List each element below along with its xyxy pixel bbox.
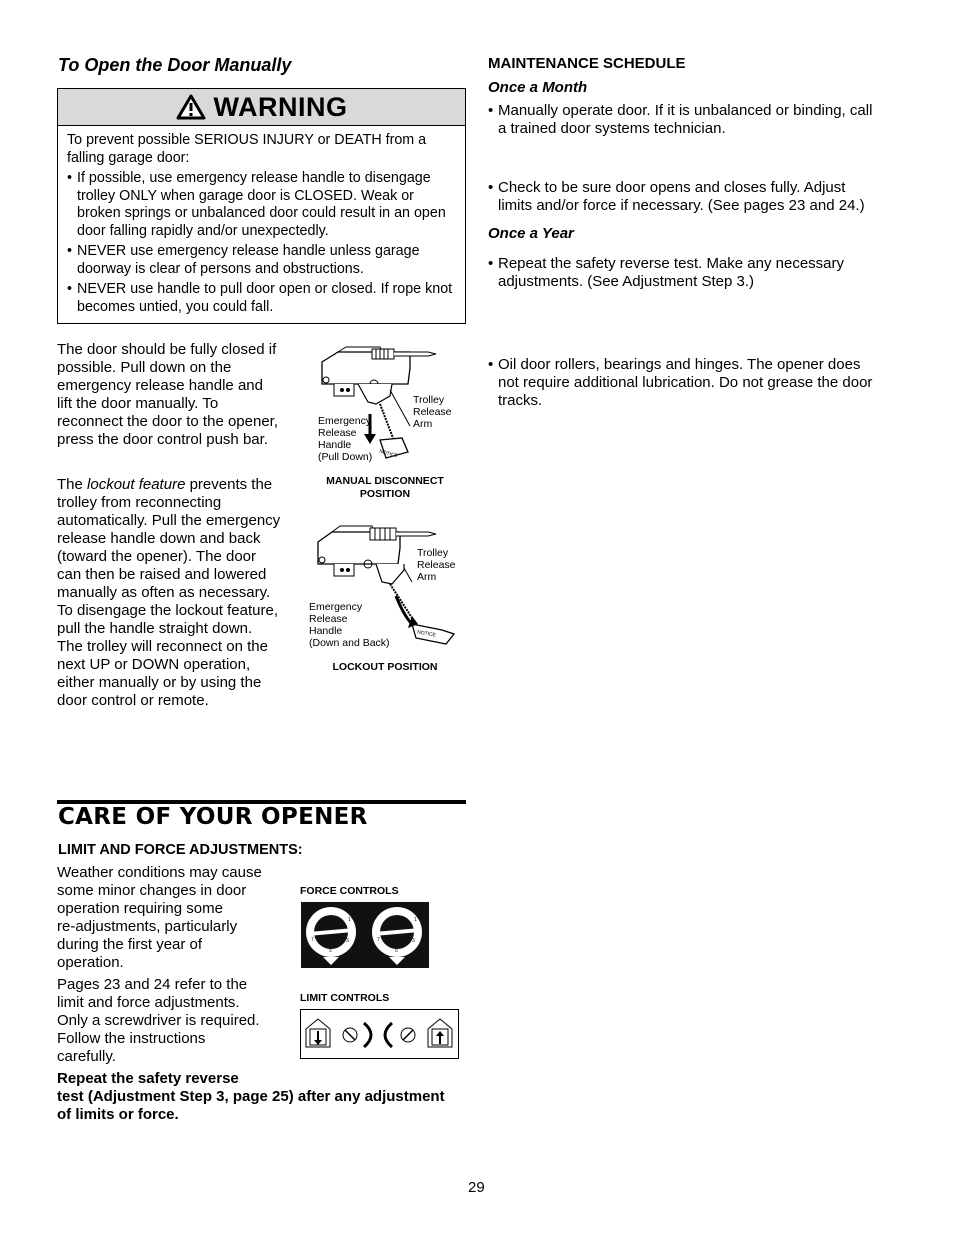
text-line: limit and force adjustments. bbox=[57, 994, 240, 1011]
svg-text:9: 9 bbox=[308, 915, 311, 921]
label-line: Release bbox=[417, 559, 456, 571]
text-line: during the first year of bbox=[57, 936, 203, 953]
text-line: limits and/or force if necessary. (See pages 23 and 24.) bbox=[498, 197, 865, 214]
text-line: automatically. Pull the emergency bbox=[57, 512, 281, 529]
text-line: tracks. bbox=[498, 392, 543, 409]
yearly-task-1 bbox=[488, 356, 918, 410]
svg-text:1: 1 bbox=[348, 917, 351, 923]
notice-tag: NOTICE bbox=[378, 448, 399, 460]
text-line: next UP or DOWN operation, bbox=[57, 656, 251, 673]
care-section-title: CARE OF YOUR OPENER bbox=[58, 804, 368, 830]
svg-text:7: 7 bbox=[311, 937, 314, 943]
text-line: carefully. bbox=[57, 1048, 116, 1065]
lockout-position-caption: LOCKOUT POSITION bbox=[332, 661, 438, 673]
text-line: Follow the instructions bbox=[57, 1030, 206, 1047]
label-line: Trolley bbox=[413, 394, 445, 406]
svg-text:3: 3 bbox=[412, 938, 415, 944]
label-line: Handle bbox=[318, 439, 352, 451]
text-line: release handle down and back bbox=[57, 530, 261, 547]
text-line: To disengage the lockout feature, bbox=[57, 602, 278, 619]
text-line: either manually or by using the bbox=[57, 674, 262, 691]
limit-controls-icon bbox=[300, 1009, 459, 1059]
manual-release-paragraph bbox=[57, 341, 302, 449]
label-line: Release bbox=[413, 406, 452, 418]
svg-text:3: 3 bbox=[346, 938, 349, 944]
label-line: (Pull Down) bbox=[318, 451, 373, 463]
text-line: possible. Pull down on the bbox=[57, 359, 232, 376]
text-line: adjustments. (See Adjustment Step 3.) bbox=[498, 273, 754, 290]
warning-header bbox=[58, 89, 465, 126]
text-line: operation requiring some bbox=[57, 900, 223, 917]
label-line: Handle bbox=[309, 625, 343, 637]
label-line: Trolley bbox=[417, 547, 449, 559]
text-line: re-adjustments, particularly bbox=[57, 918, 238, 935]
text-line: The trolley will reconnect on the bbox=[57, 638, 268, 655]
force-controls-label: FORCE CONTROLS bbox=[300, 885, 399, 897]
text-line: • Check to be sure door opens and closes fully. Adjust bbox=[498, 179, 846, 196]
label-line: Emergency bbox=[318, 415, 372, 427]
warning-box bbox=[57, 88, 466, 324]
warning-bullet: • NEVER use emergency release handle unless garage doorway is clear of persons and obstructions. bbox=[67, 243, 456, 278]
svg-text:5: 5 bbox=[395, 948, 398, 954]
warning-text bbox=[58, 126, 465, 316]
limit-controls-label: LIMIT CONTROLS bbox=[300, 992, 390, 1004]
text-line: • Repeat the safety reverse test. Make any necessary bbox=[498, 255, 845, 272]
once-a-month-heading: Once a Month bbox=[488, 79, 588, 96]
warning-bullet: • NEVER use handle to pull door open or closed. If rope knot becomes untied, you could fall. bbox=[67, 281, 456, 316]
once-a-year-heading: Once a Year bbox=[488, 225, 574, 242]
label-line: (Down and Back) bbox=[309, 637, 390, 649]
svg-text:5: 5 bbox=[329, 948, 332, 954]
lockout-paragraph bbox=[57, 476, 302, 710]
text-line: test (Adjustment Step 3, page 25) after any adjustment bbox=[57, 1088, 445, 1105]
text-line: emergency release handle and bbox=[57, 377, 263, 394]
text-line: (toward the opener). The door bbox=[57, 548, 257, 565]
text-line: The door should be fully closed if bbox=[57, 341, 277, 358]
svg-text:7: 7 bbox=[377, 937, 380, 943]
text-line: not require additional lubrication. Do not grease the door bbox=[498, 374, 873, 391]
emergency-release-handle-label bbox=[318, 415, 372, 463]
caption-line: MANUAL DISCONNECT bbox=[326, 475, 444, 487]
text-line: trolley from reconnecting bbox=[57, 494, 222, 511]
notice-tag: NOTICE bbox=[416, 629, 437, 639]
weather-paragraph bbox=[57, 864, 297, 972]
force-controls-dials-icon bbox=[301, 902, 429, 968]
trolley-release-arm-label bbox=[413, 394, 452, 430]
text-line: reconnect the door to the opener, bbox=[57, 413, 278, 430]
text-line: Only a screwdriver is required. bbox=[57, 1012, 260, 1029]
warning-heading: WARNING bbox=[213, 91, 348, 122]
text-line: of limits or force. bbox=[57, 1106, 179, 1123]
manual-disconnect-caption bbox=[305, 475, 465, 501]
monthly-task-2 bbox=[488, 179, 918, 215]
section-title-open-manually: To Open the Door Manually bbox=[58, 55, 292, 75]
label-line: Arm bbox=[417, 571, 437, 583]
warning-bullet: • If possible, use emergency release handle to disengage trolley ONLY when garage door is CLOSED. Weak or broken springs or unbalanced door could result in an open door falling rapidly and/or unexpectedly. bbox=[67, 170, 456, 240]
emergency-release-handle-label bbox=[309, 601, 390, 649]
text-line: lift the door manually. To bbox=[57, 395, 219, 412]
text-line: can then be raised and lowered bbox=[57, 566, 267, 583]
page-number: 29 bbox=[468, 1179, 485, 1196]
text-run: prevents the bbox=[185, 476, 273, 493]
text-line: pull the handle straight down. bbox=[57, 620, 253, 637]
text-line: press the door control push bar. bbox=[57, 431, 268, 448]
text-line: Repeat the safety reverse bbox=[57, 1070, 239, 1087]
warning-triangle-icon bbox=[176, 94, 206, 120]
text-line bbox=[57, 476, 302, 494]
label-line: Emergency bbox=[309, 601, 363, 613]
svg-text:1: 1 bbox=[414, 917, 417, 923]
safety-reverse-note bbox=[57, 1070, 467, 1124]
monthly-task-1 bbox=[488, 102, 918, 138]
text-line: some minor changes in door bbox=[57, 882, 247, 899]
svg-text:9: 9 bbox=[374, 915, 377, 921]
warning-intro: To prevent possible SERIOUS INJURY or DEATH from a falling garage door: bbox=[67, 132, 427, 166]
text-line: Weather conditions may cause bbox=[57, 864, 262, 881]
trolley-release-arm-label bbox=[417, 547, 456, 583]
text-line: a trained door systems technician. bbox=[498, 120, 726, 137]
label-line: Release bbox=[309, 613, 348, 625]
text-line: manually as often as necessary. bbox=[57, 584, 271, 601]
maintenance-schedule-heading: MAINTENANCE SCHEDULE bbox=[488, 55, 686, 72]
label-line: Release bbox=[318, 427, 357, 439]
label-line: Arm bbox=[413, 418, 433, 430]
text-line: • Manually operate door. If it is unbalanced or binding, call bbox=[498, 102, 873, 119]
text-line: Pages 23 and 24 refer to the bbox=[57, 976, 248, 993]
limit-force-subheading: LIMIT AND FORCE ADJUSTMENTS: bbox=[58, 842, 303, 858]
text-line: door control or remote. bbox=[57, 692, 209, 709]
text-line: operation. bbox=[57, 954, 124, 971]
text-line: • Oil door rollers, bearings and hinges. The opener does bbox=[498, 356, 861, 373]
monthly-task-3 bbox=[488, 255, 918, 291]
pages-reference-paragraph bbox=[57, 976, 297, 1066]
text-run: The bbox=[57, 476, 88, 493]
lockout-feature-term: lockout feature bbox=[87, 476, 186, 493]
caption-line: POSITION bbox=[359, 488, 411, 500]
